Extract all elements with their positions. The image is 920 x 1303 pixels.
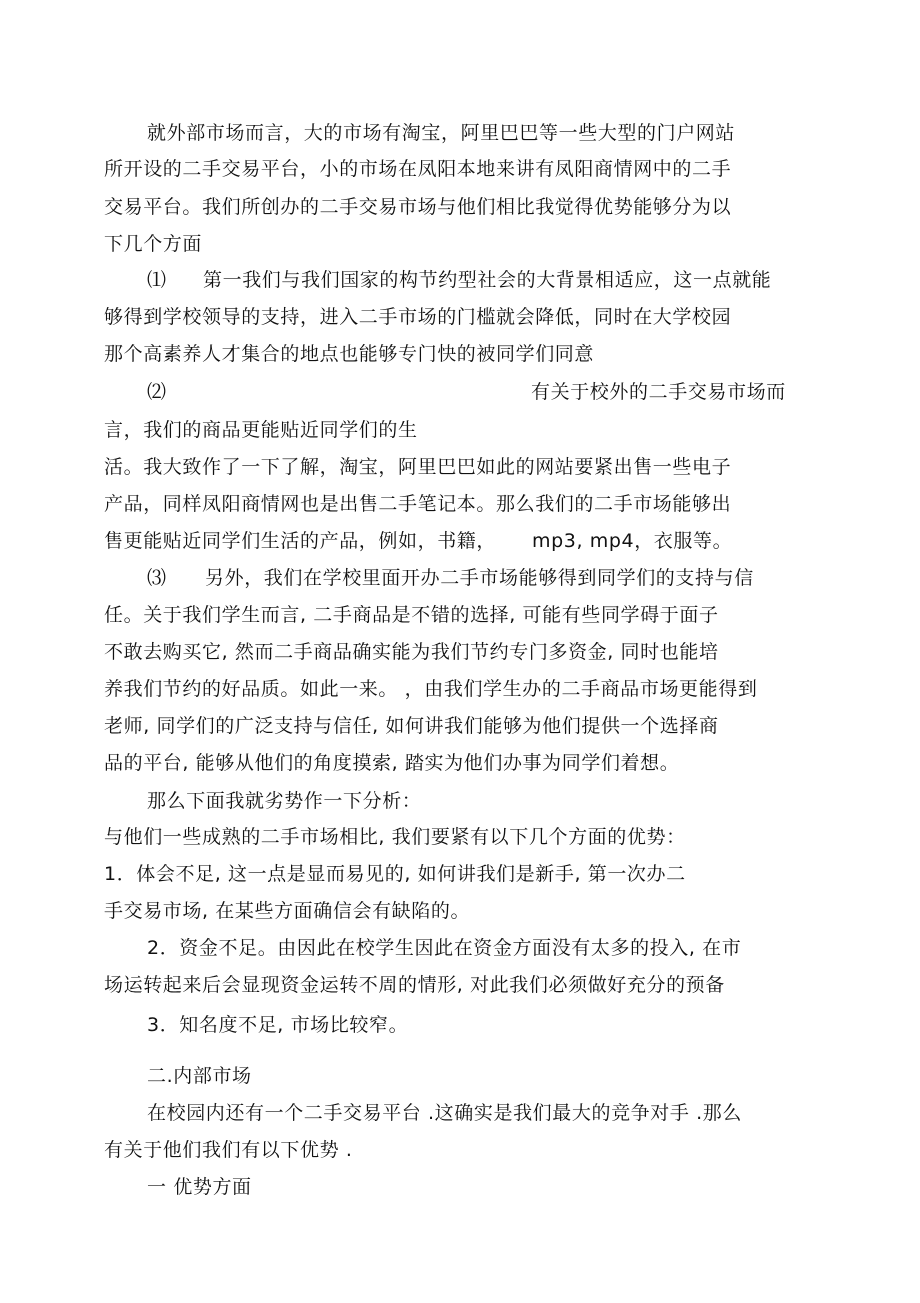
list-text: 第一我们与我们国家的构节约型社会的大背景相适应，这一点就能 — [203, 269, 772, 291]
paragraph-line: 1．体会不足, 这一点是显而易见的, 如何讲我们是新手, 第一次办二 — [104, 863, 686, 885]
section-heading: 二.内部市场 — [147, 1065, 252, 1087]
paragraph-line: 有关于他们我们有以下优势 . — [104, 1139, 353, 1161]
list-text: 有关于校外的二手交易市场而 — [531, 381, 786, 403]
paragraph-line: 交易平台。我们所创办的二手交易市场与他们相比我觉得优势能够分为以 — [104, 196, 732, 218]
list-text: 另外，我们在学校里面开办二手市场能够得到同学们的支持与信 — [205, 567, 754, 589]
paragraph-line: 在校园内还有一个二手交易平台 .这确实是我们最大的竞争对手 .那么 — [147, 1102, 742, 1124]
paragraph-line: 活。我大致作了一下了解，淘宝，阿里巴巴如此的网站要紧出售一些电子 — [104, 456, 732, 478]
list-marker: ⑵ — [147, 381, 167, 403]
line-text: 售更能贴近同学们生活的产品，例如，书籍， — [104, 530, 497, 552]
paragraph-line: 产品，同样凤阳商情网也是出售二手笔记本。那么我们的二手市场能够出 — [104, 493, 732, 515]
paragraph-line: 手交易市场, 在某些方面确信会有缺陷的。 — [104, 900, 471, 922]
paragraph-line: 任。关于我们学生而言, 二手商品是不错的选择, 可能有些同学碍于面子 — [104, 604, 719, 626]
paragraph-line: 与他们一些成熟的二手市场相比, 我们要紧有以下几个方面的优势： — [104, 826, 686, 848]
paragraph-line: 就外部市场而言，大的市场有淘宝，阿里巴巴等一些大型的门户网站 — [147, 122, 736, 144]
paragraph-line: 2．资金不足。由因此在校学生因此在资金方面没有太多的投入, 在市 — [147, 937, 742, 959]
paragraph-line: 不敢去购买它, 然而二手商品确实能为我们节约专门多资金, 同时也能培 — [104, 641, 719, 663]
paragraph-line: 那么下面我就劣势作一下分析： — [147, 790, 422, 812]
section-heading: 一 优势方面 — [147, 1176, 252, 1198]
paragraph-line: 下几个方面 — [104, 233, 203, 255]
list-marker: ⑴ — [147, 269, 167, 291]
paragraph-line: 品的平台, 能够从他们的角度摸索, 踏实为他们办事为同学们着想。 — [104, 752, 680, 774]
paragraph-line: 够得到学校领导的支持，进入二手市场的门槛就会降低，同时在大学校园 — [104, 306, 732, 328]
paragraph-line: 所开设的二手交易平台，小的市场在凤阳本地来讲有凤阳商情网中的二手 — [104, 158, 732, 180]
list-marker: ⑶ — [147, 567, 167, 589]
paragraph-line: 场运转起来后会显现资金运转不周的情形, 对此我们必须做好充分的预备 — [104, 974, 725, 996]
line-text: mp3, mp4，衣服等。 — [532, 530, 733, 552]
paragraph-line: 言，我们的商品更能贴近同学们的生 — [104, 419, 418, 441]
paragraph-line: 养我们节约的好品质。如此一来。 ，由我们学生办的二手商品市场更能得到 — [104, 678, 758, 700]
paragraph-line: 老师, 同学们的广泛支持与信任, 如何讲我们能够为他们提供一个选择商 — [104, 715, 719, 737]
paragraph-line: 那个高素养人才集合的地点也能够专门快的被同学们同意 — [104, 343, 595, 365]
paragraph-line: 3．知名度不足, 市场比较窄。 — [147, 1014, 409, 1036]
